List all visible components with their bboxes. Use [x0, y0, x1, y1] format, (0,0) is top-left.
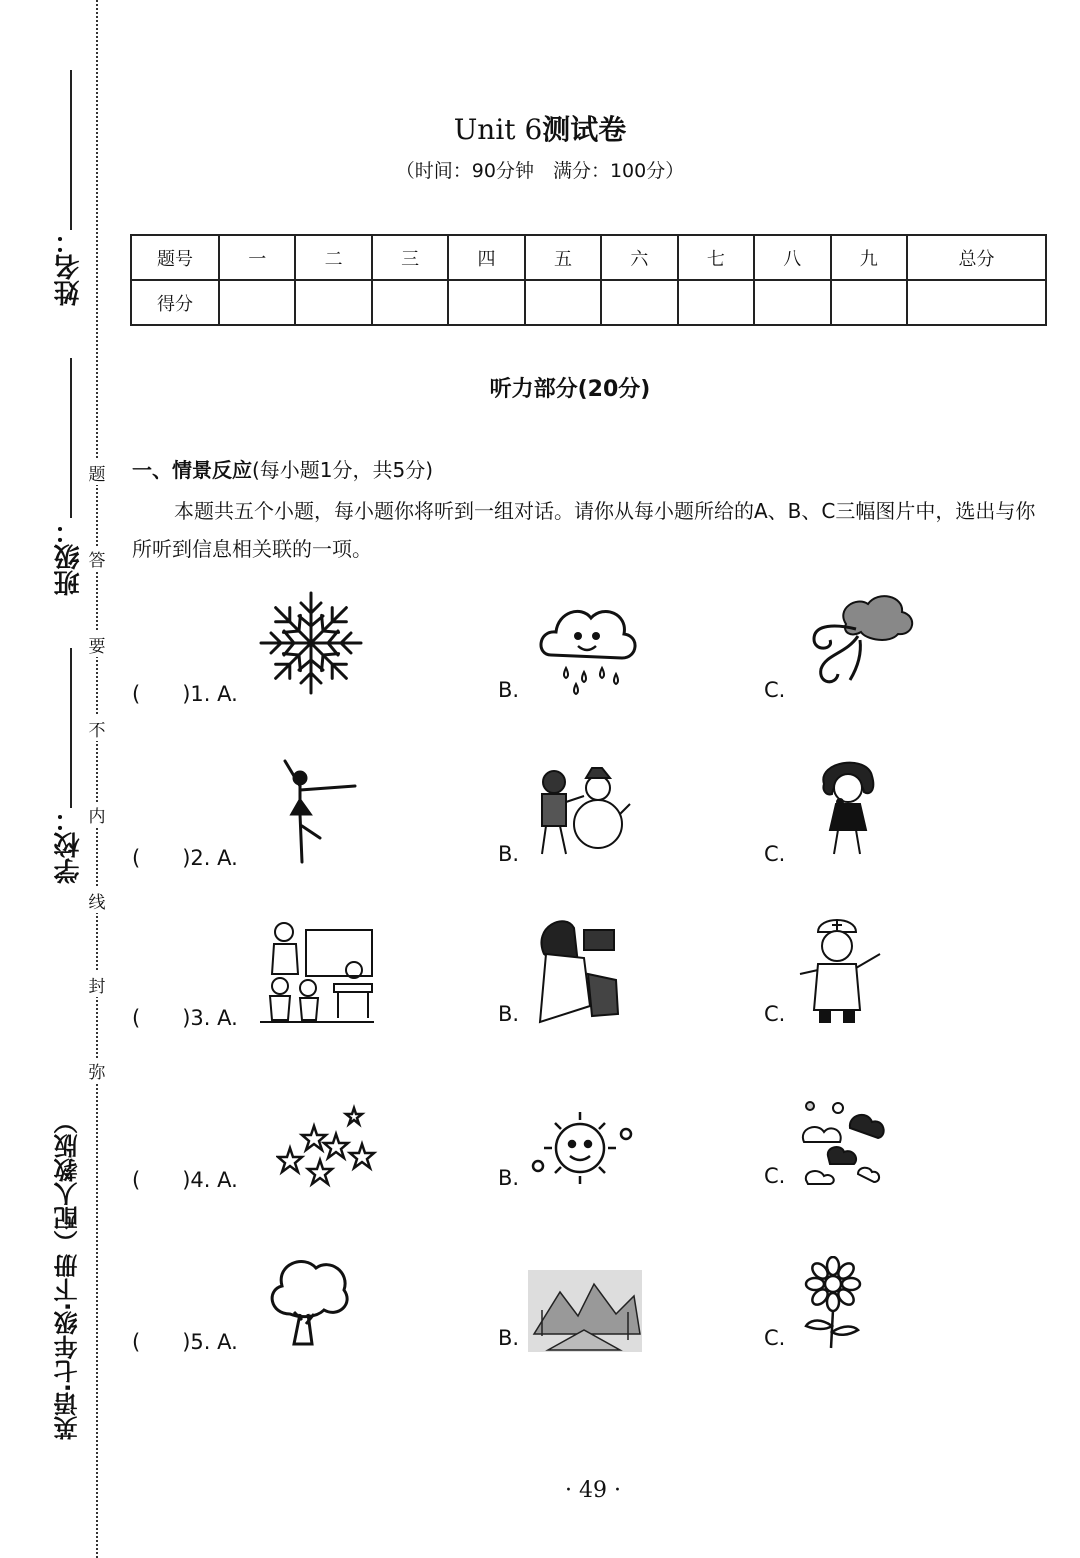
- classroom-icon: [258, 914, 376, 1026]
- question-3-label: ( )3. A.: [132, 1006, 238, 1030]
- score-cell[interactable]: [907, 280, 1046, 325]
- score-cell[interactable]: [754, 280, 830, 325]
- score-column-header: 二: [295, 235, 371, 280]
- question-3-option-c: C.: [764, 1002, 786, 1026]
- question-2-option-b: B.: [498, 842, 520, 866]
- doctor-icon: [796, 914, 886, 1026]
- seal-char: 线: [86, 888, 108, 913]
- seal-char: 内: [86, 802, 108, 827]
- score-cell[interactable]: [372, 280, 448, 325]
- question-4-label: ( )4. A.: [132, 1168, 238, 1192]
- score-header-row: [131, 235, 1046, 280]
- part1-heading: 一、情景反应(每小题1分，共5分): [132, 458, 434, 482]
- rain-cloud-icon: [536, 600, 640, 700]
- name-label: 姓名：: [54, 228, 84, 306]
- question-2-option-c: C.: [764, 842, 786, 866]
- book-label: 英语·七年级·下册（配人教版）: [54, 1110, 82, 1441]
- school-underline: [70, 648, 72, 808]
- seal-char: 封: [86, 972, 108, 997]
- score-cell[interactable]: [678, 280, 754, 325]
- question-4-option-b: B.: [498, 1166, 520, 1190]
- part1-instructions: 本题共五个小题，每小题你将听到一组对话。请你从每小题所给的A、B、C三幅图片中，选出与你所听到信息相关联的一项。: [132, 499, 1036, 561]
- score-column-header: 一: [219, 235, 295, 280]
- score-cell[interactable]: [295, 280, 371, 325]
- seal-char: 弥: [86, 1058, 108, 1083]
- score-cell[interactable]: [219, 280, 295, 325]
- wind-cloud-icon: [806, 584, 918, 696]
- snowflake-icon: [256, 588, 366, 698]
- score-cell[interactable]: [601, 280, 677, 325]
- clouds-icon: [798, 1098, 888, 1190]
- listening-section-title: 听力部分(20分): [489, 377, 651, 402]
- score-cell[interactable]: [525, 280, 601, 325]
- mountain-landscape-icon: [528, 1270, 642, 1352]
- score-column-header: 三: [372, 235, 448, 280]
- photographer-icon: [528, 914, 628, 1026]
- question-5-option-b: B.: [498, 1326, 520, 1350]
- class-label: 班级：: [54, 518, 84, 596]
- score-cell[interactable]: [448, 280, 524, 325]
- question-2-label: ( )2. A.: [132, 846, 238, 870]
- seal-char: 不: [86, 716, 108, 741]
- school-label: 学校：: [54, 806, 84, 884]
- tree-icon: [264, 1254, 352, 1348]
- question-4-option-c: C.: [764, 1164, 786, 1188]
- score-row-label: 得分: [131, 280, 219, 325]
- score-column-header: 六: [601, 235, 677, 280]
- question-1-option-b: B.: [498, 678, 520, 702]
- score-column-header: 五: [525, 235, 601, 280]
- page-subtitle: （时间：90分钟 满分：100分）: [395, 160, 685, 182]
- seal-char: 答: [86, 546, 108, 571]
- seal-char: 题: [86, 460, 108, 485]
- name-underline: [70, 70, 72, 230]
- ballet-dancer-icon: [270, 756, 360, 866]
- question-1-option-c: C.: [764, 678, 786, 702]
- kids-snowman-icon: [526, 766, 634, 860]
- question-5-label: ( )5. A.: [132, 1330, 238, 1354]
- question-1-label: ( )1. A.: [132, 682, 238, 706]
- sun-icon: [528, 1104, 638, 1190]
- seal-char: 要: [86, 632, 108, 657]
- question-5-option-c: C.: [764, 1326, 786, 1350]
- score-column-header: 四: [448, 235, 524, 280]
- score-value-row: [131, 280, 1046, 325]
- score-column-header: 七: [678, 235, 754, 280]
- question-3-option-b: B.: [498, 1002, 520, 1026]
- seal-dotted-line: [96, 0, 98, 1558]
- stars-icon: [276, 1104, 380, 1190]
- page-title: Unit 6测试卷: [453, 113, 627, 146]
- score-column-header: 九: [831, 235, 907, 280]
- score-table: [130, 234, 1047, 326]
- girl-singing-icon: [812, 756, 882, 860]
- score-column-header: 八: [754, 235, 830, 280]
- flower-icon: [798, 1256, 868, 1352]
- score-column-header: 总分: [907, 235, 1046, 280]
- score-row-label: 题号: [131, 235, 219, 280]
- page-number: · 49 ·: [565, 1478, 621, 1503]
- score-cell[interactable]: [831, 280, 907, 325]
